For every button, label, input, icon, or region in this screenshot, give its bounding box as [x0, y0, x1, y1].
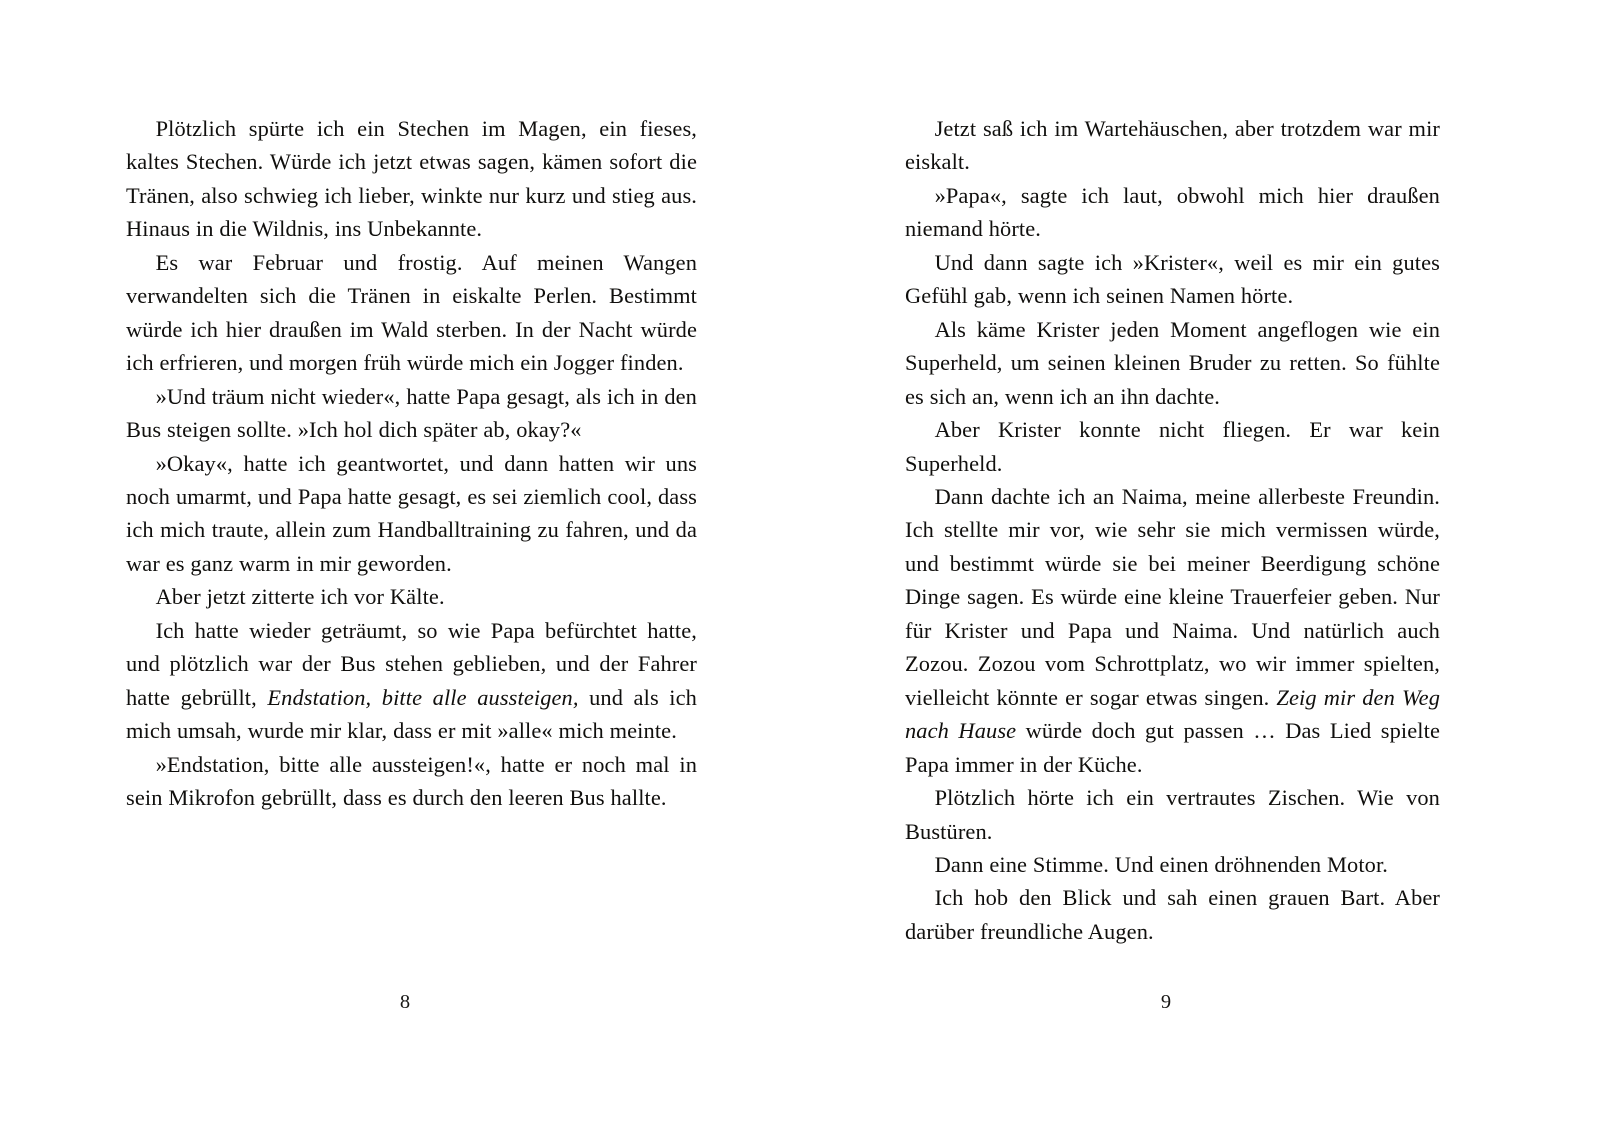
paragraph: »Und träum nicht wieder«, hatte Papa gesagt, als ich in den Bus steigen sollte. »Ich hol dich später ab, okay?« [126, 383, 697, 443]
page-number-right: 9 [1160, 991, 1172, 1013]
paragraph: Dann dachte ich an Naima, meine allerbeste Freundin. Ich stellte mir vor, wie sehr sie mich vermissen würde, und bestimmt würde sie bei meiner Beerdigung schöne Dinge sagen. Es würde eine kleine Trauerfeier geben. Nur für Krister und Papa und Naima. Und natürlich auch Zozou. Zozou vom Schrottplatz, wo wir immer spielten, vielleicht könnte er sogar etwas singen. Zeig mir den Weg nach Hause würde doch gut passen … Das Lied spielte Papa immer in der Küche. [905, 483, 1441, 777]
page-left [0, 112, 800, 815]
paragraph: Aber Krister konnte nicht fliegen. Er war kein Superheld. [905, 417, 1440, 476]
paragraph: Ich hatte wieder geträumt, so wie Papa befürchtet hatte, und plötzlich war der Bus stehen geblieben, und der Fahrer hatte gebrüllt, Endstation, bitte alle aussteigen, und als ich mich umsah, wurde mir klar, dass er mit »alle« mich meinte. [126, 617, 697, 744]
italic-text: Zeig mir den Weg nach Hause [905, 684, 1441, 744]
paragraph: Plötzlich spürte ich ein Stechen im Magen, ein fieses, kaltes Stechen. Würde ich jetzt etwas sagen, kämen sofort die Tränen, also schwieg ich lieber, winkte nur kurz und stieg aus. Hinaus in die Wildnis, ins Unbekannte. [126, 116, 697, 242]
paragraph: Plötzlich hörte ich ein vertrautes Zischen. Wie von Bustüren. [905, 785, 1440, 844]
left-page-text-block [126, 112, 697, 815]
paragraph: Ich hob den Blick und sah einen grauen Bart. Aber darüber freundliche Augen. [905, 885, 1440, 944]
paragraph: Dann eine Stimme. Und einen dröhnenden Motor. [934, 851, 1388, 877]
paragraph: »Endstation, bitte alle aussteigen!«, hatte er noch mal in sein Mikrofon gebrüllt, dass es durch den leeren Bus hallte. [126, 751, 697, 811]
right-page-text-block [905, 112, 1440, 948]
page-right [800, 112, 1600, 948]
paragraph: Und dann sagte ich »Krister«, weil es mir ein gutes Gefühl gab, wenn ich seinen Namen hörte. [905, 249, 1440, 309]
paragraph: »Papa«, sagte ich laut, obwohl mich hier draußen niemand hörte. [905, 182, 1440, 242]
paragraph: »Okay«, hatte ich geantwortet, und dann hatten wir uns noch umarmt, und Papa hatte gesagt, es sei ziemlich cool, dass ich mich traute, allein zum Handballtraining zu fahren, und da war es ganz warm in mir geworden. [126, 450, 697, 576]
paragraph: Es war Februar und frostig. Auf meinen Wangen verwandelten sich die Tränen in eiskalte Perlen. Bestimmt würde ich hier draußen im Wald sterben. In der Nacht würde ich erfrieren, und morgen früh würde mich ein Jogger finden. [126, 249, 697, 376]
page-number-left: 8 [399, 991, 411, 1013]
paragraph: Aber jetzt zitterte ich vor Kälte. [155, 584, 445, 610]
page-columns [0, 112, 1600, 948]
paragraph: Jetzt saß ich im Wartehäuschen, aber trotzdem war mir eiskalt. [905, 116, 1440, 175]
paragraph: Als käme Krister jeden Moment angeflogen wie ein Superheld, um seinen kleinen Bruder zu retten. So fühlte es sich an, wenn ich an ihn dachte. [905, 316, 1440, 409]
italic-text: Endstation, bitte alle aussteigen, [267, 684, 579, 710]
